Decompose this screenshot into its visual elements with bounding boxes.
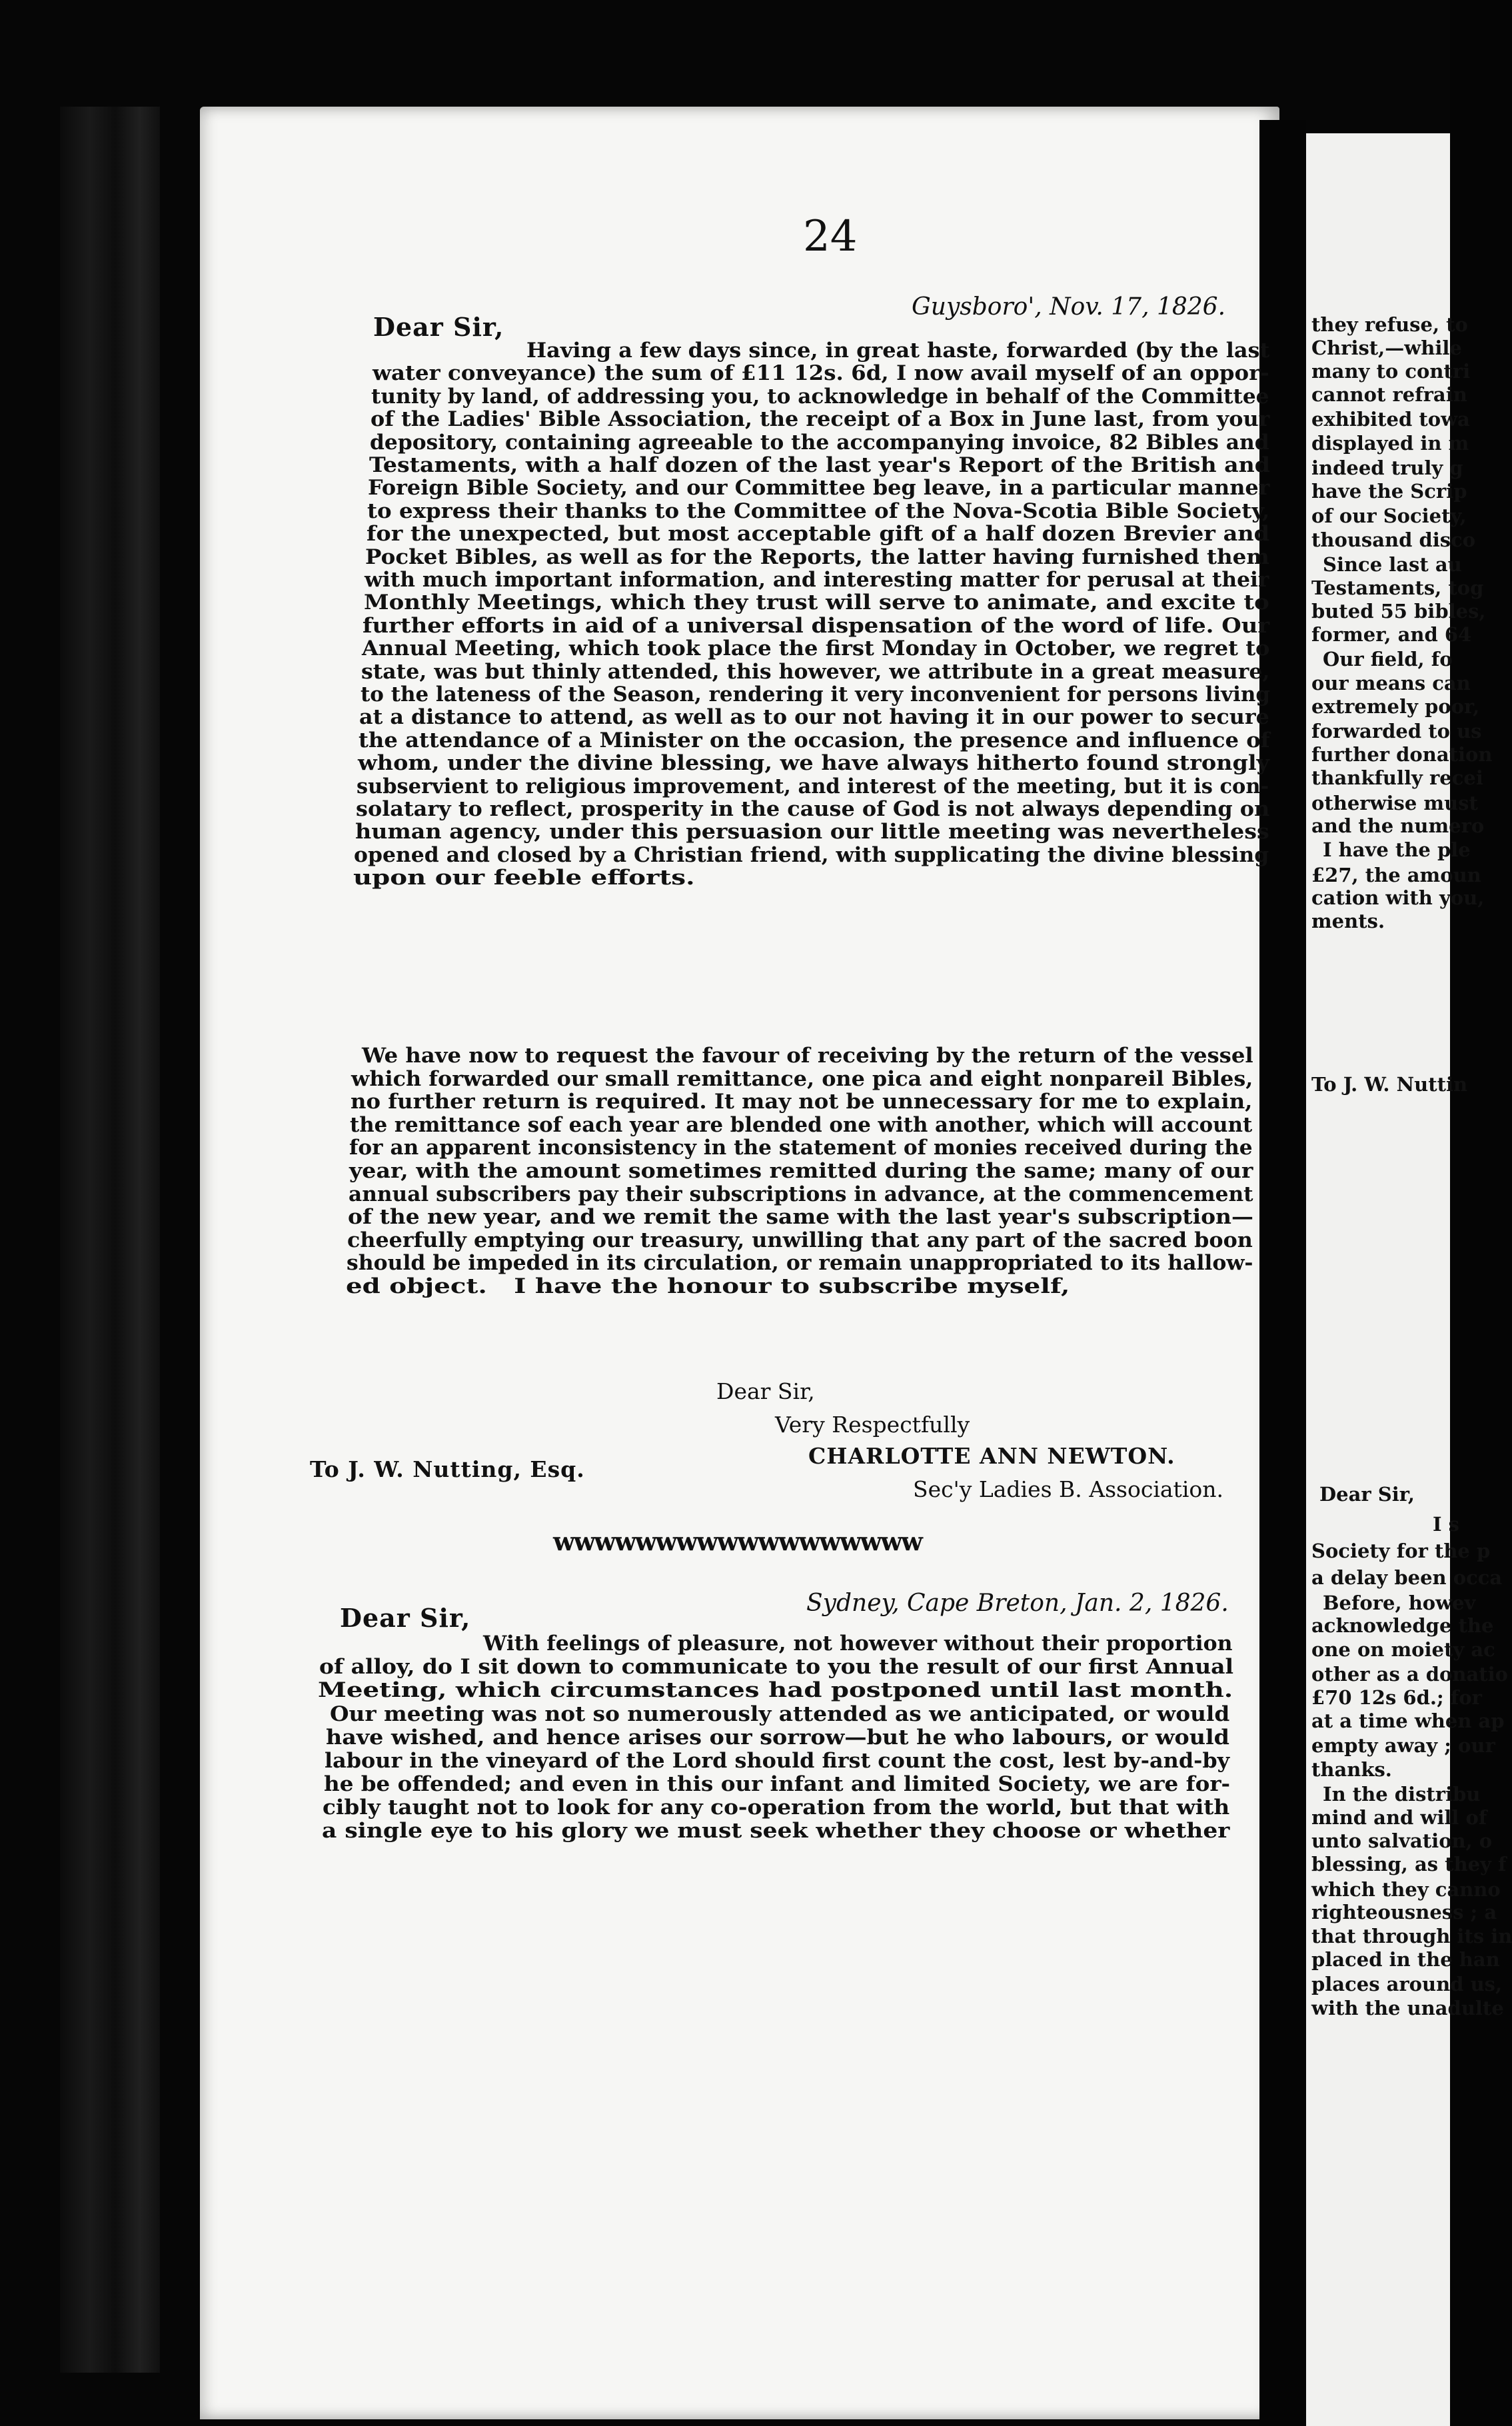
text-line: human agency, under this persuasion our little meeting was nevertheless: [355, 820, 1269, 844]
right-page-line: displayed in m: [1311, 432, 1469, 455]
text-line: a single eye to his glory we must seek whether they choose or whether: [321, 1819, 1229, 1843]
right-page-line: Before, howev: [1323, 1592, 1476, 1614]
text-line: water conveyance) the sum of £11 12s. 6d, I now avail myself of an oppor-: [372, 361, 1269, 386]
right-page-line: thanks.: [1311, 1758, 1392, 1781]
text-line: ed object. I have the honour to subscribe myself,: [346, 1274, 1070, 1298]
text-line: solatary to reflect, prosperity in the cause of God is not always depending on: [356, 797, 1270, 821]
book-edge: [60, 107, 160, 2373]
right-page-line: Our field, fo: [1323, 648, 1453, 670]
text-line: upon our feeble efforts.: [353, 866, 695, 890]
right-page-line: thankfully recei: [1311, 766, 1483, 789]
text-line: to express their thanks to the Committee of the Nova-Scotia Bible Society,: [367, 499, 1270, 523]
right-page-line: exhibited towa: [1311, 408, 1470, 431]
right-page-line: I have the ple: [1323, 838, 1471, 861]
letter1-signer: CHARLOTTE ANN NEWTON.: [808, 1443, 1175, 1469]
text-line: Pocket Bibles, as well as for the Reports, the latter having furnished them: [365, 545, 1270, 569]
right-page-line: blessing, as they f: [1311, 1853, 1507, 1875]
right-page-line: cation with you,: [1311, 886, 1485, 909]
text-line: Having a few days since, in great haste, forwarded (by the last: [526, 339, 1270, 363]
text-line: Foreign Bible Society, and our Committee beg leave, in a particular manner: [368, 476, 1270, 501]
right-page-line: Society for the p: [1311, 1540, 1491, 1562]
right-page-line: many to contri: [1311, 360, 1471, 383]
right-page-line: I s: [1433, 1513, 1459, 1536]
text-line: of alloy, do I sit down to communicate to you the result of our first Annual: [319, 1655, 1233, 1679]
text-line: cibly taught not to look for any co-operation from the world, but that with: [323, 1796, 1230, 1820]
right-page-line: empty away ; our: [1311, 1734, 1495, 1757]
letter1-salutation: Dear Sir,: [373, 312, 504, 342]
text-line: should be impeded in its circulation, or remain unappropriated to its hallow-: [346, 1251, 1253, 1276]
right-page-line: Since last au: [1323, 553, 1462, 576]
text-line: depository, containing agreeable to the accompanying invoice, 82 Bibles and: [369, 430, 1269, 455]
right-page-line: other as a donatio: [1311, 1663, 1508, 1686]
right-page-line: £70 12s 6d.; for: [1311, 1686, 1482, 1709]
text-line: Annual Meeting, which took place the first Monday in October, we regret to: [362, 636, 1270, 661]
right-page-line: at a time when ap: [1311, 1710, 1505, 1732]
right-page-line: places around us,: [1311, 1973, 1503, 1995]
right-page-line: one on moiety ac: [1311, 1638, 1495, 1661]
letter1-addressee: To J. W. Nutting, Esq.: [310, 1456, 585, 1482]
right-page-line: which they canno: [1311, 1878, 1501, 1901]
section-divider: wwwwwwwwwwwwwwwwww: [553, 1526, 922, 1556]
right-page-line: To J. W. Nuttin: [1311, 1073, 1468, 1096]
text-line: whom, under the divine blessing, we have always hitherto found strongly: [357, 751, 1269, 776]
text-line: the attendance of a Minister on the occasion, the presence and influence of: [358, 728, 1270, 752]
right-page-line: have the Scrip: [1311, 480, 1467, 503]
page-number: 24: [803, 212, 858, 261]
right-page-line: In the distribu: [1323, 1783, 1481, 1806]
text-line: for an apparent inconsistency in the statement of monies received during the: [349, 1136, 1253, 1160]
text-line: the remittance sof each year are blended one with another, which will account: [350, 1112, 1253, 1137]
right-page-line: Christ,—while: [1311, 337, 1462, 359]
text-line: no further return is required. It may not be unnecessary for me to explain,: [351, 1090, 1253, 1114]
text-line: of the Ladies' Bible Association, the receipt of a Box in June last, from your: [371, 407, 1270, 432]
text-line: Testaments, with a half dozen of the last year's Report of the British and: [369, 453, 1270, 477]
right-page-line: Dear Sir,: [1319, 1483, 1415, 1506]
right-page-line: former, and 64: [1311, 623, 1472, 646]
right-page-line: mind and will of: [1311, 1806, 1487, 1829]
text-line: Our meeting was not so numerously attended as we anticipated, or would: [330, 1702, 1230, 1726]
text-line: With feelings of pleasure, not however without their proportion: [483, 1632, 1233, 1656]
right-page-line: that through its in: [1311, 1925, 1512, 1947]
right-page-line: with the unadulte: [1311, 1997, 1504, 2019]
letter1-closing-respectfully: Very Respectfully: [775, 1412, 970, 1438]
text-line: at a distance to attend, as well as to our not having it in our power to secure: [359, 705, 1270, 730]
right-page-line: Testaments, tog: [1311, 577, 1484, 599]
right-page-line: placed in the han: [1311, 1948, 1500, 1971]
right-page-line: cannot refrain: [1311, 383, 1467, 406]
text-line: for the unexpected, but most acceptable gift of a half dozen Brevier and: [366, 522, 1269, 547]
text-line: tunity by land, of addressing you, to acknowledge in behalf of the Committee: [371, 384, 1269, 409]
text-line: We have now to request the favour of receiving by the return of the vessel: [362, 1044, 1253, 1068]
right-page-line: righteousness ; a: [1311, 1901, 1497, 1923]
text-line: opened and closed by a Christian friend, with supplicating the divine blessing: [354, 842, 1269, 867]
text-line: which forwarded our small remittance, one pica and eight nonpareil Bibles,: [351, 1066, 1253, 1091]
right-page-line: they refuse, to: [1311, 313, 1468, 336]
text-line: Meeting, which circumstances had postponed until last month.: [318, 1678, 1233, 1702]
text-line: to the lateness of the Season, rendering it very inconvenient for persons living: [360, 682, 1270, 706]
right-page-line: and the numero: [1311, 814, 1485, 837]
letter1-closing-dear: Dear Sir,: [716, 1378, 815, 1404]
text-line: annual subscribers pay their subscriptions in advance, at the commencement: [348, 1182, 1253, 1206]
text-line: subservient to religious improvement, and interest of the meeting, but it is con-: [357, 774, 1269, 798]
text-line: Monthly Meetings, which they trust will serve to animate, and excite to: [363, 591, 1269, 615]
text-line: further efforts in aid of a universal dispensation of the word of life. Our: [363, 613, 1270, 638]
right-page-line: forwarded to us: [1311, 720, 1482, 742]
text-line: labour in the vineyard of the Lord should first count the cost, lest by-and-by: [325, 1749, 1230, 1773]
right-page-line: unto salvation, o: [1311, 1829, 1493, 1852]
right-page-line: indeed truly g: [1311, 457, 1463, 479]
right-page-line: acknowledge the: [1311, 1614, 1494, 1637]
text-line: he be offended; and even in this our infant and limited Society, we are for-: [323, 1772, 1230, 1796]
letter2-salutation: Dear Sir,: [340, 1603, 471, 1633]
text-line: have wished, and hence arises our sorrow—but he who labours, or would: [325, 1726, 1229, 1750]
letter1-signer-title: Sec'y Ladies B. Association.: [913, 1476, 1223, 1502]
right-page-line: £27, the amoun: [1311, 864, 1481, 886]
right-page-line: of our Society,: [1311, 505, 1467, 527]
text-line: state, was but thinly attended, this however, we attribute in a great measure,: [361, 659, 1270, 684]
text-line: cheerfully emptying our treasury, unwilling that any part of the sacred boon: [347, 1228, 1253, 1252]
right-page-line: further donation: [1311, 743, 1493, 766]
right-page-line: a delay been occa: [1311, 1566, 1503, 1589]
right-page-line: buted 55 bibles,: [1311, 600, 1486, 622]
letter2-dateline: Sydney, Cape Breton, Jan. 2, 1826.: [806, 1590, 1229, 1617]
text-line: with much important information, and interesting matter for perusal at their: [365, 568, 1269, 592]
text-line: of the new year, and we remit the same with the last year's subscription—: [347, 1205, 1253, 1230]
right-page-line: our means can: [1311, 672, 1471, 694]
right-page-line: thousand disco: [1311, 529, 1476, 551]
right-page-line: ments.: [1311, 910, 1385, 932]
right-page-line: extremely poor,: [1311, 695, 1480, 718]
letter1-dateline: Guysboro', Nov. 17, 1826.: [912, 293, 1226, 321]
right-page-line: otherwise must: [1311, 792, 1478, 814]
text-line: year, with the amount sometimes remitted during the same; many of our: [349, 1159, 1253, 1183]
